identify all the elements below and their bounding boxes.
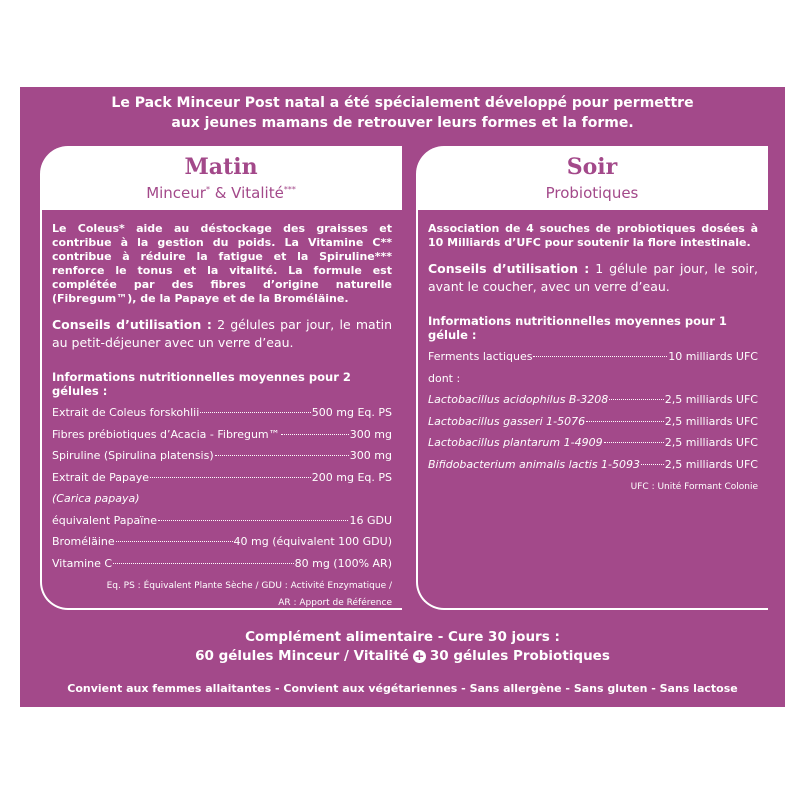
matin-body [40, 210, 402, 610]
nutrition-label: dont : [428, 371, 461, 385]
nutrition-row [428, 346, 758, 368]
soir-info-title: Informations nutritionnelles moyennes pour 1 gélule : [428, 314, 727, 342]
dot-leader [113, 563, 294, 564]
dot-leader [281, 434, 349, 435]
nutrition-value: 2,5 milliards UFC [664, 436, 758, 449]
matin-title: Matin [184, 154, 258, 180]
dot-leader [215, 455, 349, 456]
nutrition-label: Extrait de Coleus forskohlii [52, 406, 200, 419]
dot-leader [150, 477, 311, 478]
nutrition-row [428, 432, 758, 454]
soir-footnote: UFC : Unité Formant Colonie [630, 482, 758, 492]
dot-leader [604, 442, 664, 443]
intro-text [20, 93, 785, 133]
dot-leader [609, 399, 663, 400]
nutrition-row [428, 368, 758, 390]
nutrition-label: Ferments lactiques [428, 350, 533, 363]
suitability-line: Convient aux femmes allaitantes - Convient aux végétariennes - Sans allergène - Sans gluten - Sans lactose [67, 682, 738, 695]
matin-info-title: Informations nutritionnelles moyennes pour 2 gélules : [52, 370, 351, 398]
nutrition-value: 10 milliards UFC [668, 350, 758, 363]
intro-line-2: aux jeunes mamans de retrouver leurs formes et la forme. [171, 115, 634, 131]
matin-nutrition-table [52, 402, 392, 574]
nutrition-label: Spiruline (Spirulina platensis) [52, 449, 214, 462]
soir-advice: Conseils d’utilisation : 1 gélule par jour, le soir, avant le coucher, avec un verre d’eau. [428, 261, 758, 294]
soir-subtitle: Probiotiques [545, 184, 639, 202]
dot-leader [116, 541, 233, 542]
nutrition-label: Broméläine [52, 535, 115, 548]
dot-leader [158, 520, 348, 521]
nutrition-value: 16 GDU [349, 513, 392, 527]
nutrition-value: 80 mg (100% AR) [294, 556, 392, 570]
soir-card [416, 146, 768, 616]
soir-title: Soir [566, 154, 618, 180]
nutrition-value: 2,5 milliards UFC [664, 457, 758, 471]
nutrition-value: 300 mg [349, 427, 392, 441]
nutrition-row [428, 411, 758, 433]
dot-leader [641, 464, 664, 465]
plus-icon: + [414, 648, 425, 663]
intro-line-1: Le Pack Minceur Post natal a été spécialement développé pour permettre [111, 95, 694, 111]
nutrition-label: (Carica papaya) [52, 492, 140, 505]
nutrition-label: équivalent Papaïne [52, 513, 158, 527]
matin-footnote: Eq. PS : Équivalent Plante Sèche / GDU : Activité Enzymatique / AR : Apport de Référence [106, 581, 392, 608]
soir-description: Association de 4 souches de probiotiques dosées à 10 Milliards d’UFC pour soutenir la flore intestinale. [428, 222, 758, 249]
matin-description: Le Coleus* aide au déstockage des graisses et contribue à la gestion du poids. La Vitamine C** contribue à réduire la fatigue et la Spiruline*** renforce le tonus et la vitalité. La formule est complétée par des fibres d’origine naturelle (Fibregum™), de la Papaye et de la Broméläine. [52, 222, 392, 305]
capsules-line: 60 gélules Minceur / Vitalité + 30 gélules Probiotiques [195, 648, 610, 664]
nutrition-value: 2,5 milliards UFC [664, 393, 758, 406]
dot-leader [586, 421, 664, 422]
soir-body [416, 210, 768, 610]
nutrition-label: Fibres prébiotiques d’Acacia - Fibregum™ [52, 427, 280, 441]
nutrition-row [52, 402, 392, 424]
nutrition-label: Bifidobacterium animalis lactis 1-5093 [428, 457, 641, 471]
nutrition-value: 2,5 milliards UFC [664, 414, 758, 428]
nutrition-row [52, 510, 392, 532]
soir-header [416, 146, 768, 210]
dot-leader [533, 356, 667, 357]
nutrition-row [52, 445, 392, 467]
nutrition-row [428, 454, 758, 476]
nutrition-row [52, 467, 392, 489]
nutrition-row [52, 424, 392, 446]
nutrition-row [52, 488, 392, 510]
nutrition-label: Lactobacillus gasseri 1-5076 [428, 414, 586, 428]
nutrition-label: Lactobacillus acidophilus B-3208 [428, 393, 609, 406]
nutrition-value: 500 mg Eq. PS [311, 406, 392, 419]
supplement-info [20, 628, 785, 666]
matin-header [40, 146, 402, 210]
nutrition-label: Vitamine C [52, 556, 113, 570]
nutrition-value: 200 mg Eq. PS [311, 470, 392, 484]
matin-subtitle: Minceur* & Vitalité*** [146, 184, 296, 202]
nutrition-row [428, 389, 758, 411]
cure-line: Complément alimentaire - Cure 30 jours : [245, 629, 560, 645]
product-panel [20, 87, 785, 707]
matin-card [40, 146, 402, 616]
dot-leader [200, 412, 310, 413]
nutrition-value: 300 mg [349, 449, 392, 462]
nutrition-label: Extrait de Papaye [52, 470, 150, 484]
nutrition-value: 40 mg (équivalent 100 GDU) [233, 535, 392, 548]
matin-advice: Conseils d’utilisation : 2 gélules par jour, le matin au petit-déjeuner avec un verre d’eau. [52, 317, 392, 350]
nutrition-row [52, 553, 392, 575]
soir-nutrition-table [428, 346, 758, 475]
nutrition-label: Lactobacillus plantarum 1-4909 [428, 436, 603, 449]
nutrition-row [52, 531, 392, 553]
